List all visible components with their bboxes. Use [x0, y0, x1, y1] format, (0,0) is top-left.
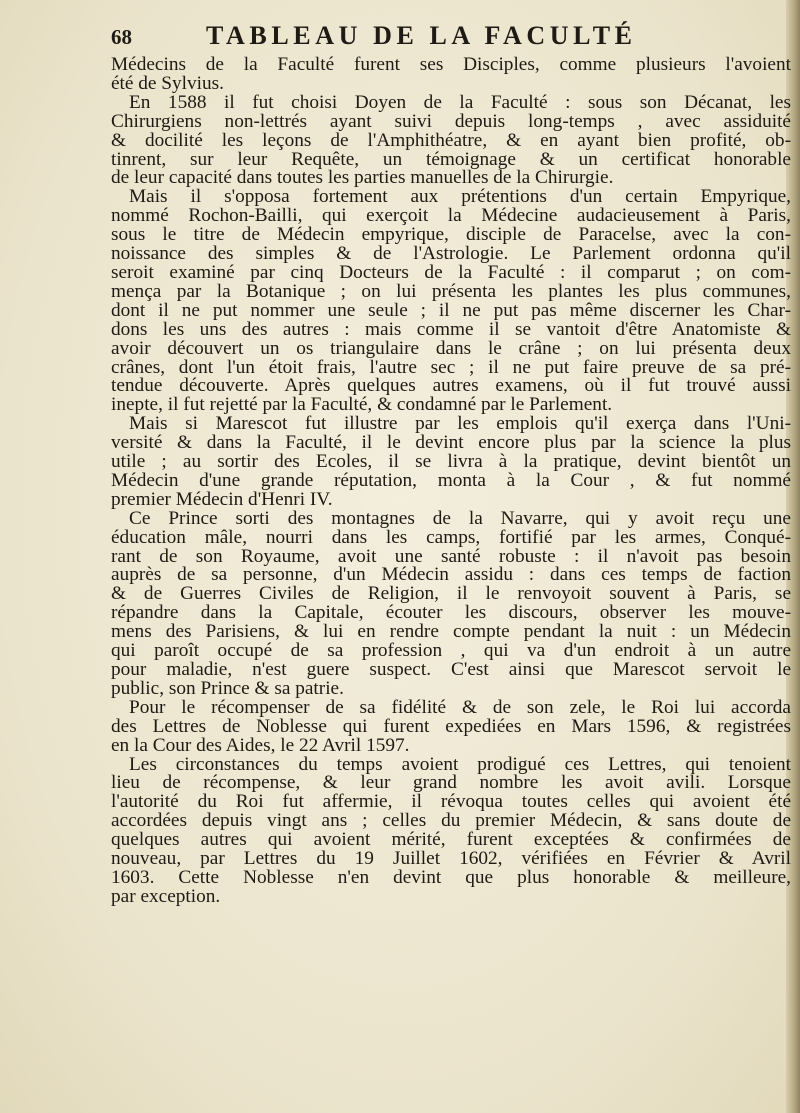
text-line: En 1588 il fut choisi Doyen de la Faculté : sous son Décanat, les [129, 91, 791, 113]
text-line: Médecin d'une grande réputation, monta à la Cour , & fut nommé [111, 469, 791, 491]
text-line: mença par la Botanique ; on lui présenta les plantes les plus communes, [111, 280, 791, 302]
text-line: rant de son Royaume, avoit une santé robuste : il n'avoit pas besoin [111, 545, 791, 567]
text-line: éducation mâle, nourri dans les camps, fortifié par les armes, Conqué- [111, 526, 791, 548]
text-line: de leur capacité dans toutes les parties manuelles de la Chirurgie. [111, 167, 614, 189]
text-line: quelques autres qui avoient mérité, furent exceptées & confirmées de [111, 829, 791, 851]
text-line: & de Guerres Civiles de Religion, il le renvoyoit souvent à Paris, se [111, 583, 791, 605]
text-line: par exception. [111, 885, 221, 907]
text-line: & docilité les leçons de l'Amphithéatre, & en ayant bien profité, ob- [111, 129, 791, 151]
text-line: versité & dans la Faculté, il le devint encore plus par la science la plus [111, 432, 791, 454]
text-line: en la Cour des Aides, le 22 Avril 1597. [111, 734, 410, 756]
text-line: utile ; au sortir des Ecoles, il se livra à la pratique, devint bientôt un [111, 451, 791, 473]
text-line: des Lettres de Noblesse qui furent expediées en Mars 1596, & registrées [111, 715, 791, 737]
text-line: l'autorité du Roi fut affermie, il révoqua toutes celles qui avoient été [111, 791, 791, 813]
text-line: nommé Rochon-Bailli, qui exerçoit la Médecine audacieusement à Paris, [111, 205, 791, 227]
text-line: répandre dans la Capitale, écouter les discours, observer les mouve- [111, 602, 791, 624]
text-line: été de Sylvius. [111, 72, 224, 94]
body-text [111, 56, 791, 907]
running-head: TABLEAU DE LA FACULTÉ [206, 21, 637, 50]
text-line: noissance des simples & de l'Astrologie. Le Parlement ordonna qu'il [111, 243, 791, 265]
page-header [111, 20, 791, 52]
text-line: Chirurgiens non-lettrés ayant suivi depuis long-temps , avec assiduité [111, 110, 791, 132]
text-line: nouveau, par Lettres du 19 Juillet 1602, vérifiées en Février & Avril [111, 848, 791, 870]
text-line: dont il ne put nommer une seule ; il ne put pas même discerner les Char- [111, 299, 791, 321]
text-line: accordées depuis vingt ans ; celles du premier Médecin, & sans doute de [111, 810, 791, 832]
text-line: lieu de récompense, & leur grand nombre les avoit avili. Lorsque [111, 772, 791, 794]
text-line: Pour le récompenser de sa fidélité & de son zele, le Roi lui accorda [129, 696, 791, 718]
text-line: inepte, il fut rejetté par la Faculté, & condamné par le Parlement. [111, 394, 613, 416]
text-line: auprès de sa personne, d'un Médecin assidu : dans ces temps de faction [111, 564, 791, 586]
text-line: Les circonstances du temps avoient prodigué ces Lettres, qui tenoient [129, 753, 791, 775]
text-line: crânes, dont l'un étoit frais, l'autre sec ; il ne put faire preuve de sa pré- [111, 356, 791, 378]
text-line: Ce Prince sorti des montagnes de la Navarre, qui y avoit reçu une [129, 507, 791, 529]
text-line: mens des Parisiens, & lui en rendre compte pendant la nuit : un Médecin [111, 621, 791, 643]
text-line: avoir découvert un os triangulaire dans le crâne ; on lui présenta deux [111, 337, 791, 359]
text-line: seroit examiné par cinq Docteurs de la Faculté : il comparut ; on com- [111, 261, 791, 283]
text-line: tendue découverte. Après quelques autres examens, où il fut trouvé aussi [111, 375, 791, 397]
text-line: Médecins de la Faculté furent ses Disciples, comme plusieurs l'avoient [111, 54, 791, 75]
text-line: 1603. Cette Noblesse n'en devint que plus honorable & meilleure, [111, 866, 791, 888]
text-line: Mais il s'opposa fortement aux prétentions d'un certain Empyrique, [129, 186, 791, 208]
page-number: 68 [111, 25, 132, 49]
text-line: qui paroît occupé de sa profession , qui va d'un endroit à un autre [111, 640, 791, 662]
text-line: dons les uns des autres : mais comme il se vantoit d'être Anatomiste & [111, 318, 791, 340]
text-line: premier Médecin d'Henri IV. [111, 488, 333, 510]
text-line: sous le titre de Médecin empyrique, disciple de Paracelse, avec la con- [111, 224, 791, 246]
text-line: public, son Prince & sa patrie. [111, 677, 344, 699]
text-line: pour maladie, n'est guere suspect. C'est ainsi que Marescot servoit le [111, 659, 791, 680]
text-line: Mais si Marescot fut illustre par les emplois qu'il exerça dans l'Uni- [129, 413, 791, 435]
text-line: tinrent, sur leur Requête, un témoignage & un certificat honorable [111, 148, 791, 170]
